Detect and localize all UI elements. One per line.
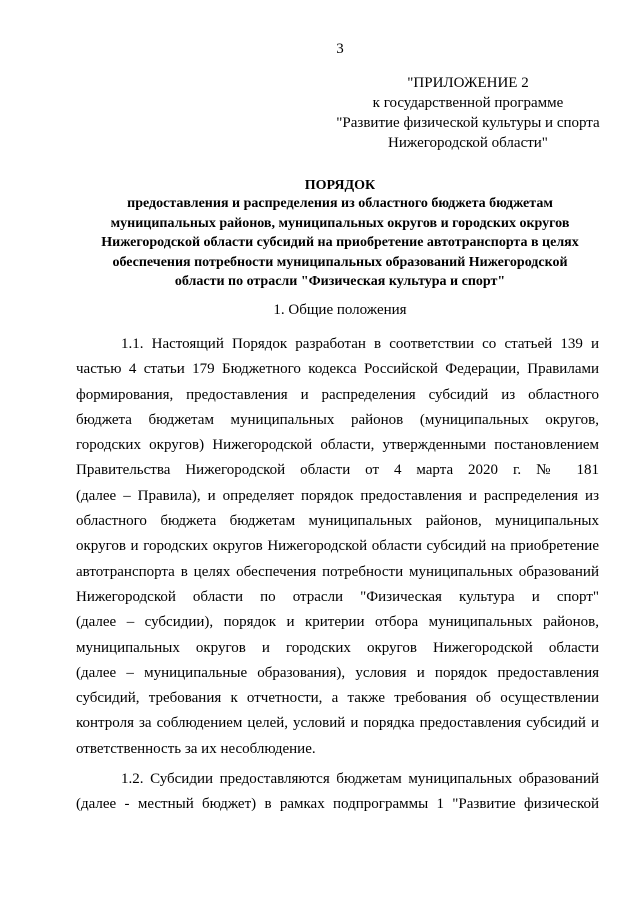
paragraph-line: (далее - местный бюджет) в рамках подпрограммы 1 "Развитие физической — [76, 796, 599, 813]
paragraph-line: областного бюджета бюджетам муниципальных районов, муниципальных — [76, 513, 599, 530]
subtitle-line: Нижегородской области субсидий на приобретение автотранспорта в целях — [101, 235, 579, 250]
subtitle-line: предоставления и распределения из областного бюджета бюджетам — [127, 196, 553, 211]
appendix-header — [318, 73, 618, 153]
document-subtitle — [70, 194, 610, 292]
paragraph-line: Правительства Нижегородской области от 4 марта 2020 г. № 181 — [76, 462, 599, 479]
paragraph-line: (далее – Правила), и определяет порядок предоставления и распределения из — [76, 487, 599, 504]
subtitle-line: области по отрасли "Физическая культура и спорт" — [174, 274, 506, 289]
paragraph-line: формирования, предоставления и распределения субсидий из областного — [76, 386, 599, 403]
paragraph-line: автотранспорта в целях обеспечения потребности муниципальных образований — [76, 563, 599, 580]
section-heading: 1. Общие положения — [273, 302, 407, 318]
paragraph-line: субсидий, требования к отчетности, а также требования об осуществлении — [76, 690, 599, 707]
paragraph-1-1 — [76, 332, 599, 762]
subtitle-line: обеспечения потребности муниципальных образований Нижегородской — [112, 254, 568, 270]
paragraph-line: бюджета бюджетам муниципальных районов (муниципальных округов, — [76, 411, 599, 428]
paragraph-line: частью 4 статьи 179 Бюджетного кодекса Российской Федерации, Правилами — [76, 361, 599, 378]
paragraph-line: Нижегородской области по отрасли "Физическая культура и спорт" — [76, 588, 599, 605]
document-title: ПОРЯДОК — [304, 178, 376, 193]
paragraph-line: округов и городских округов Нижегородской области субсидий на приобретение — [76, 538, 599, 555]
paragraph-line: муниципальных округов и городских округов Нижегородской области — [76, 639, 599, 656]
paragraph-line: 1.2. Субсидии предоставляются бюджетам муниципальных образований — [121, 771, 599, 787]
paragraph-line: 1.1. Настоящий Порядок разработан в соответствии со статьей 139 и — [121, 336, 599, 352]
page-number: 3 — [336, 41, 344, 57]
paragraph-line: (далее – муниципальные образования), условия и порядок предоставления — [76, 664, 599, 681]
appendix-line: к государственной программе — [372, 95, 564, 111]
paragraph-line: контроля за соблюдением целей, условий и порядка предоставления субсидий и — [76, 715, 599, 732]
subtitle-line: муниципальных районов, муниципальных округов и городских округов — [110, 215, 570, 231]
paragraph-line: ответственность за их несоблюдение. — [76, 740, 316, 757]
appendix-line: "ПРИЛОЖЕНИЕ 2 — [407, 75, 529, 91]
appendix-line: "Развитие физической культуры и спорта — [336, 115, 600, 131]
paragraph-line: городских округов) Нижегородской области, утвержденными постановлением — [76, 437, 599, 454]
paragraph-line: (далее – субсидии), порядок и критерии отбора муниципальных районов, — [76, 614, 599, 631]
appendix-line: Нижегородской области" — [388, 135, 548, 151]
paragraph-1-2 — [76, 767, 599, 818]
